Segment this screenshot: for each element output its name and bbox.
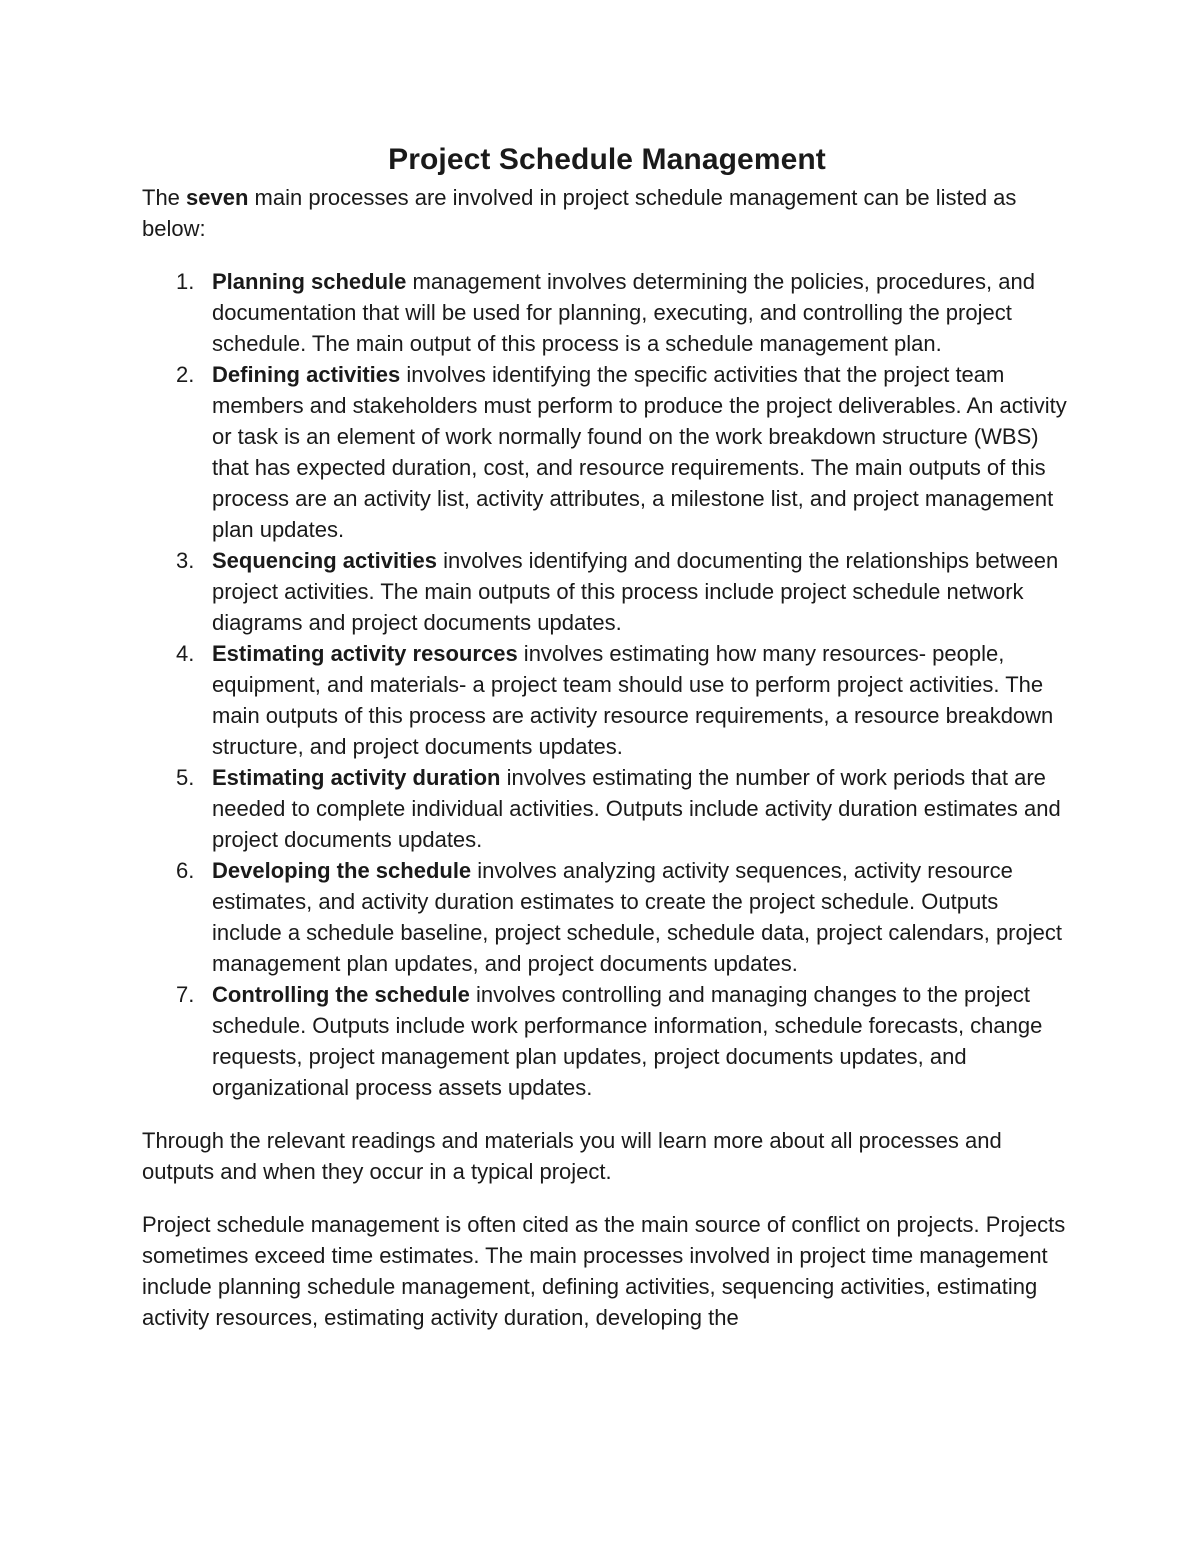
- list-item-term: Controlling the schedule: [212, 982, 470, 1007]
- list-item-term: Planning schedule: [212, 269, 407, 294]
- list-item: [142, 979, 1072, 1103]
- list-item-description: management involves determining the policies, procedures, and documentation that will be used for planning, executing, and controlling the project schedule. The main output of this process is a schedule management plan.: [212, 269, 1035, 356]
- list-item-term: Estimating activity duration: [212, 765, 501, 790]
- readings-paragraph: Through the relevant readings and materials you will learn more about all processes and outputs and when they occur in a typical project.: [142, 1128, 1002, 1184]
- list-item-number: 3.: [176, 548, 195, 573]
- list-item-description: involves estimating the number of work periods that are needed to complete individual activities. Outputs include activity duration estimates and project documents updates.: [212, 765, 1061, 852]
- list-item: [142, 855, 1072, 979]
- list-item-number: 6.: [176, 858, 195, 883]
- list-item: [142, 359, 1072, 545]
- list-item-description: involves identifying the specific activities that the project team members and stakeholders must perform to produce the project deliverables. An activity or task is an element of work normally found on the work breakdown structure (WBS) that has expected duration, cost, and resource requirements. The main outputs of this process are an activity list, activity attributes, a milestone list, and project management plan updates.: [212, 362, 1067, 542]
- page-title: Project Schedule Management: [388, 143, 826, 176]
- process-list: [142, 266, 1072, 1103]
- list-item-number: 2.: [176, 362, 195, 387]
- list-item: [142, 762, 1072, 855]
- list-item-term: Sequencing activities: [212, 548, 437, 573]
- list-item-description: involves analyzing activity sequences, activity resource estimates, and activity duration estimates to create the project schedule. Outputs include a schedule baseline, project schedule, schedule data, project calendars, project management plan updates, and project documents updates.: [212, 858, 1062, 976]
- list-item-term: Developing the schedule: [212, 858, 472, 883]
- list-item-term: Defining activities: [212, 362, 401, 387]
- list-item-term: Estimating activity resources: [212, 641, 518, 666]
- list-item: [142, 266, 1072, 359]
- intro-text-start: The: [142, 185, 187, 210]
- list-item-number: 7.: [176, 982, 195, 1007]
- intro-paragraph: [142, 182, 1072, 244]
- list-item-number: 4.: [176, 641, 195, 666]
- list-item: [142, 545, 1072, 638]
- list-item-description: involves controlling and managing changes to the project schedule. Outputs include work performance information, schedule forecasts, change requests, project management plan updates, project documents updates, and organizational process assets updates.: [212, 982, 1043, 1100]
- list-item: [142, 638, 1072, 762]
- intro-text-end: main processes are involved in project schedule management can be listed as below:: [142, 185, 1017, 241]
- intro-bold-word: seven: [186, 185, 249, 210]
- list-item-number: 5.: [176, 765, 195, 790]
- list-item-description: involves identifying and documenting the relationships between project activities. The main outputs of this process include project schedule network diagrams and project documents updates.: [212, 548, 1059, 635]
- list-item-description: involves estimating how many resources- people, equipment, and materials- a project team should use to perform project activities. The main outputs of this process are activity resource requirements, a resource breakdown structure, and project documents updates.: [212, 641, 1054, 759]
- document-page: [142, 140, 1072, 1333]
- list-item-number: 1.: [176, 269, 195, 294]
- conflict-paragraph: Project schedule management is often cited as the main source of conflict on projects. Projects sometimes exceed time estimates. The main processes involved in project time management include planning schedule management, defining activities, sequencing activities, estimating activity resources, estimating activity duration, developing the: [142, 1212, 1066, 1330]
